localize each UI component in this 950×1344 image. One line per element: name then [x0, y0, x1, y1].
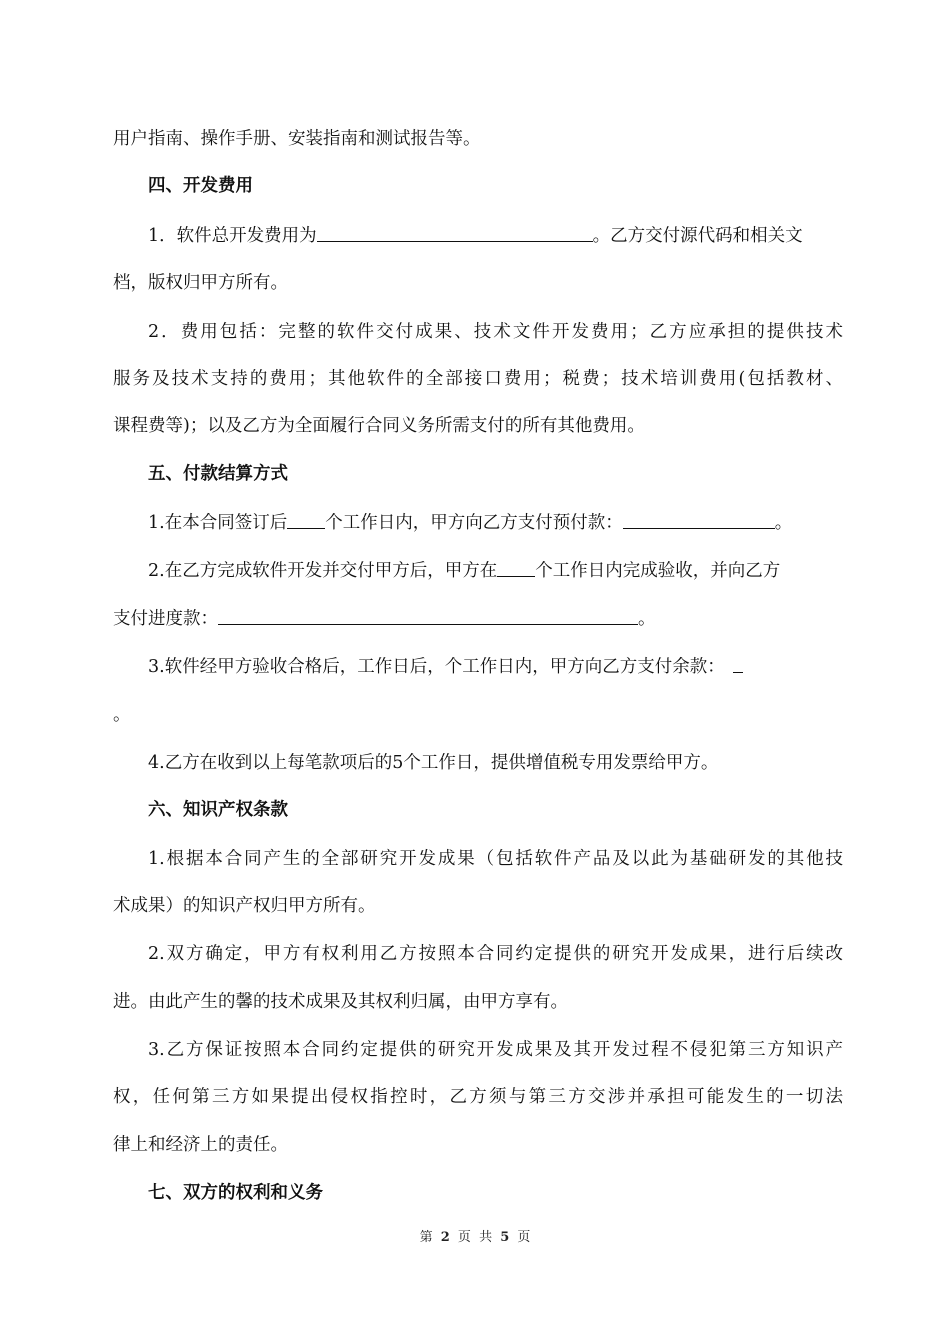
paragraph-line: 课程费等)；以及乙方为全面履行合同义务所需支付的所有其他费用。: [113, 416, 645, 436]
section-heading-7: 七、双方的权利和义务: [148, 1183, 323, 1203]
text-fragment: 2.在乙方完成软件开发并交付甲方后，甲方在: [148, 561, 498, 581]
paragraph-line: [148, 559, 843, 583]
footer-text: 共: [479, 1230, 493, 1245]
footer-text: 第: [419, 1230, 433, 1245]
paragraph-line: 用户指南、操作手册、安装指南和测试报告等。: [113, 129, 481, 149]
paragraph-line: [148, 655, 843, 679]
current-page-number: 2: [440, 1230, 450, 1245]
fill-in-blank: [733, 655, 743, 673]
paragraph-line: 档，版权归甲方所有。: [113, 273, 288, 293]
text-fragment: 1．软件总开发费用为: [148, 226, 317, 246]
text-fragment: 。: [774, 513, 793, 533]
paragraph-line: 3.乙方保证按照本合同约定提供的研究开发成果及其开发过程不侵犯第三方知识产: [148, 1040, 843, 1060]
text-fragment: 1.在本合同签订后: [148, 513, 288, 533]
paragraph-line: 服务及技术支持的费用；其他软件的全部接口费用；税费；技术培训费用(包括教材、: [113, 369, 843, 389]
paragraph-line: [148, 224, 843, 248]
paragraph-line: 2．费用包括：完整的软件交付成果、技术文件开发费用；乙方应承担的提供技术: [148, 322, 843, 342]
section-heading-5: 五、付款结算方式: [148, 464, 288, 484]
paragraph-line: 进。由此产生的馨的技术成果及其权利归属，由甲方享有。: [113, 992, 568, 1012]
page-footer: [0, 1229, 950, 1247]
paragraph-line: 。: [113, 705, 131, 725]
text-fragment: 3.软件经甲方验收合格后，工作日后，个工作日内，甲方向乙方支付余款：: [148, 657, 725, 677]
fill-in-blank: [317, 224, 593, 242]
paragraph-line: 2.双方确定，甲方有权利用乙方按照本合同约定提供的研究开发成果，进行后续改: [148, 944, 843, 964]
fill-in-blank: [287, 511, 325, 529]
text-fragment: 个工作日内完成验收，并向乙方: [535, 561, 781, 581]
footer-text: 页: [517, 1230, 531, 1245]
paragraph-line: 1.根据本合同产生的全部研究开发成果（包括软件产品及以此为基础研发的其他技: [148, 849, 843, 869]
fill-in-blank: [497, 559, 535, 577]
section-heading-4: 四、开发费用: [148, 176, 253, 196]
section-heading-6: 六、知识产权条款: [148, 800, 288, 820]
paragraph-line: [113, 607, 843, 631]
paragraph-line: [148, 511, 843, 535]
fill-in-blank: [218, 607, 638, 625]
paragraph-line: 律上和经济上的责任。: [113, 1135, 288, 1155]
fill-in-blank: [623, 511, 775, 529]
total-page-count: 5: [500, 1230, 510, 1245]
paragraph-line: 4.乙方在收到以上每笔款项后的5个工作日，提供增值税专用发票给甲方。: [148, 753, 719, 773]
text-fragment: 。乙方交付源代码和相关文: [592, 226, 803, 246]
paragraph-line: 权，任何第三方如果提出侵权指控时，乙方须与第三方交涉并承担可能发生的一切法: [113, 1087, 843, 1107]
text-fragment: 支付进度款：: [113, 609, 218, 629]
footer-text: 页: [457, 1230, 471, 1245]
text-fragment: 个工作日内，甲方向乙方支付预付款：: [325, 513, 623, 533]
text-fragment: 。: [638, 609, 656, 629]
paragraph-line: 术成果）的知识产权归甲方所有。: [113, 896, 376, 916]
